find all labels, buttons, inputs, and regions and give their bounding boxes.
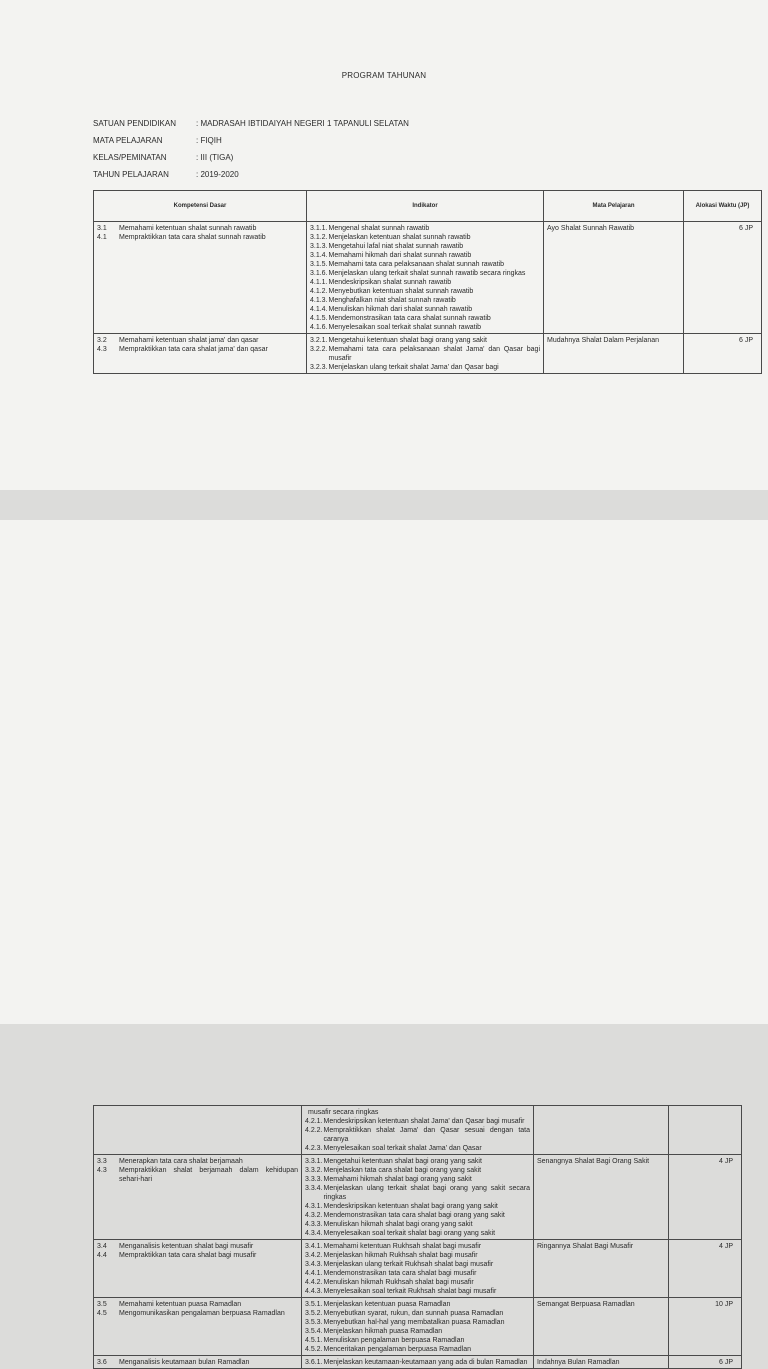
indikator-item [305, 1157, 530, 1166]
indikator-item [310, 233, 540, 242]
indikator-number: 3.4.3. [305, 1261, 323, 1268]
meta-value: : 2019-2020 [196, 170, 239, 179]
indikator-item [310, 269, 540, 278]
cell-alokasi-waktu: 4 JP [669, 1240, 742, 1298]
indikator-text: Mendemonstrasikan tata cara shalat sunnah rawatib [328, 315, 491, 322]
indikator-text: Mengetahui ketentuan shalat bagi orang yang sakit [328, 337, 487, 344]
indikator-text: Menuliskan hikmah Rukhsah shalat bagi musafir [323, 1279, 474, 1286]
indikator-number: 4.5.2. [305, 1346, 323, 1353]
indikator-item [310, 363, 540, 372]
cell-kompetensi-dasar [94, 1106, 302, 1155]
indikator-item [305, 1117, 530, 1126]
kd-item [97, 1358, 298, 1367]
indikator-text: Mendemonstrasikan tata cara shalat bagi musafir [323, 1270, 477, 1277]
cell-mata-pelajaran: Semangat Berpuasa Ramadlan [534, 1298, 669, 1356]
kd-text: Menganalisis ketentuan shalat bagi musafir [119, 1243, 254, 1250]
indikator-item [305, 1345, 530, 1354]
indikator-number: 3.3.2. [305, 1167, 323, 1174]
kd-item [97, 1242, 298, 1251]
kd-number: 3.2 [97, 337, 107, 344]
kd-item [97, 1251, 298, 1260]
kd-number: 3.6 [97, 1359, 107, 1366]
indikator-number: 4.3.2. [305, 1212, 323, 1219]
indikator-number: 3.1.6. [310, 270, 328, 277]
kd-number: 4.4 [97, 1252, 107, 1259]
meta-value: : FIQIH [196, 136, 222, 145]
indikator-text: Menjelaskan keutamaan-keutamaan yang ada di bulan Ramadlan [323, 1359, 528, 1366]
kd-item [97, 233, 303, 242]
meta-label: KELAS/PEMINATAN [93, 153, 167, 162]
indikator-item [310, 224, 540, 233]
kd-item [97, 224, 303, 233]
indikator-text: Menjelaskan ulang terkait Rukhsah shalat bagi musafir [323, 1261, 494, 1268]
header-mata-pelajaran: Mata Pelajaran [544, 191, 684, 222]
indikator-item [305, 1318, 530, 1327]
indikator-number: 4.3.4. [305, 1230, 323, 1237]
indikator-text: Memahami hikmah dari shalat sunnah rawatib [328, 252, 472, 259]
kd-text: Menganalisis keutamaan bulan Ramadlan [119, 1359, 250, 1366]
header-indikator: Indikator [307, 191, 544, 222]
indikator-item [310, 305, 540, 314]
table-row [94, 1298, 742, 1356]
indikator-item [305, 1175, 530, 1184]
table-row [94, 1356, 742, 1369]
indikator-text: Menjelaskan ulang terkait shalat bagi orang yang sakit secara ringkas [323, 1185, 530, 1201]
indikator-number: 3.1.4. [310, 252, 328, 259]
kd-text: Memahami ketentuan puasa Ramadlan [119, 1301, 242, 1308]
cell-alokasi-waktu: 6 JP [669, 1356, 742, 1369]
table-row [94, 1155, 742, 1240]
indikator-text: Menjelaskan ulang terkait shalat sunnah rawatib secara ringkas [328, 270, 526, 277]
cell-mata-pelajaran: Indahnya Bulan Ramadlan [534, 1356, 669, 1369]
kd-item [97, 1300, 298, 1309]
indikator-text: Menuliskan hikmah dari shalat sunnah rawatib [328, 306, 473, 313]
indikator-text: Mempraktikkan shalat Jama' dan Qasar sesuai dengan tata caranya [323, 1127, 530, 1143]
cell-indikator [302, 1298, 534, 1356]
indikator-number: 3.3.1. [305, 1158, 323, 1165]
indikator-item [305, 1220, 530, 1229]
indikator-text: Mendemonstrasikan tata cara shalat bagi orang yang sakit [323, 1212, 505, 1219]
indikator-item [305, 1166, 530, 1175]
indikator-item [305, 1251, 530, 1260]
indikator-number: 3.5.3. [305, 1319, 323, 1326]
kd-number: 4.3 [97, 346, 107, 353]
kd-text: Menerapkan tata cara shalat berjamaah [119, 1158, 243, 1165]
cell-indikator [302, 1155, 534, 1240]
indikator-number: 4.3.3. [305, 1221, 323, 1228]
indikator-number: 4.1.6. [310, 324, 328, 331]
indikator-item [305, 1260, 530, 1269]
indikator-number: 3.1.2. [310, 234, 328, 241]
indikator-text: Menghafalkan niat shalat sunnah rawatib [328, 297, 456, 304]
indikator-text: Menjelaskan ketentuan puasa Ramadlan [323, 1301, 451, 1308]
indikator-number: 3.5.2. [305, 1310, 323, 1317]
kd-number: 4.1 [97, 234, 107, 241]
indikator-item [305, 1327, 530, 1336]
cell-indikator [307, 222, 544, 334]
cell-kompetensi-dasar [94, 1155, 302, 1240]
indikator-item [305, 1211, 530, 1220]
indikator-text: Menyebutkan syarat, rukun, dan sunnah puasa Ramadlan [323, 1310, 504, 1317]
document-title: PROGRAM TAHUNAN [341, 71, 427, 80]
indikator-text: Menyebutkan hal-hal yang membatalkan puasa Ramadlan [323, 1319, 505, 1326]
kd-text: Mengomunikasikan pengalaman berpuasa Ramadlan [119, 1310, 285, 1317]
meta-label: MATA PELAJARAN [93, 136, 163, 145]
indikator-text: Menuliskan hikmah shalat bagi orang yang sakit [323, 1221, 473, 1228]
indikator-text: Menjelaskan hikmah puasa Ramadlan [323, 1328, 443, 1335]
table-row [94, 1240, 742, 1298]
indikator-number: 4.2.3. [305, 1145, 323, 1152]
cell-alokasi-waktu: 6 JP [684, 334, 762, 374]
document-meta [93, 119, 409, 187]
indikator-text: Mendeskripsikan ketentuan shalat bagi orang yang sakit [323, 1203, 498, 1210]
cell-mata-pelajaran: Ringannya Shalat Bagi Musafir [534, 1240, 669, 1298]
indikator-number: 4.3.1. [305, 1203, 323, 1210]
indikator-number: 3.3.3. [305, 1176, 323, 1183]
indikator-text: Memahami ketentuan Rukhsah shalat bagi musafir [323, 1243, 482, 1250]
indikator-item [310, 323, 540, 332]
kd-number: 3.3 [97, 1158, 107, 1165]
indikator-number: 4.4.3. [305, 1288, 323, 1295]
indikator-number: 4.2.2. [305, 1127, 323, 1134]
cell-alokasi-waktu: 6 JP [684, 222, 762, 334]
indikator-text: Mendeskripsikan shalat sunnah rawatib [328, 279, 452, 286]
header-kompetensi-dasar: Kompetensi Dasar [94, 191, 307, 222]
indikator-text: Mengetahui ketentuan shalat bagi orang yang sakit [323, 1158, 482, 1165]
cell-alokasi-waktu: 4 JP [669, 1155, 742, 1240]
indikator-item [310, 260, 540, 269]
indikator-item [310, 251, 540, 260]
indikator-number: 3.3.4. [305, 1185, 323, 1192]
indikator-text: Menyelesaikan soal terkait shalat bagi orang yang sakit [323, 1230, 496, 1237]
indikator-item [305, 1278, 530, 1287]
cell-indikator [307, 334, 544, 374]
indikator-number: 4.1.5. [310, 315, 328, 322]
indikator-text: Memahami hikmah shalat bagi orang yang sakit [323, 1176, 472, 1183]
indikator-number: 4.2.1. [305, 1118, 323, 1125]
meta-value: : III (TIGA) [196, 153, 234, 162]
table-row [94, 222, 762, 334]
kd-item [97, 345, 303, 354]
indikator-item [310, 314, 540, 323]
kd-text: Mempraktikkan shalat berjamaah dalam kehidupan sehari-hari [119, 1167, 298, 1183]
indikator-text: Menyebutkan ketentuan shalat sunnah rawatib [328, 288, 474, 295]
kd-number: 3.4 [97, 1243, 107, 1250]
indikator-number: 3.2.1. [310, 337, 328, 344]
kd-number: 3.5 [97, 1301, 107, 1308]
indikator-number: 4.1.3. [310, 297, 328, 304]
meta-label: TAHUN PELAJARAN [93, 170, 169, 179]
indikator-item [305, 1287, 530, 1296]
kd-text: Mempraktikkan tata cara shalat jama' dan qasar [119, 346, 268, 353]
kd-text: Memahami ketentuan shalat sunnah rawatib [119, 225, 257, 232]
indikator-text: Menyelesaikan soal terkait Rukhsah shalat bagi musafir [323, 1288, 497, 1295]
kd-text: Memahami ketentuan shalat jama' dan qasar [119, 337, 259, 344]
program-table-page-1 [93, 190, 762, 374]
table-header-row [94, 191, 762, 222]
indikator-number: 3.1.3. [310, 243, 328, 250]
table-row [94, 334, 762, 374]
indikator-text: Mengenal shalat sunnah rawatib [328, 225, 430, 232]
indikator-item [305, 1126, 530, 1144]
kd-text: Mempraktikkan tata cara shalat bagi musafir [119, 1252, 257, 1259]
table-row [94, 1106, 742, 1155]
cell-indikator [302, 1240, 534, 1298]
indikator-text: Mendeskripsikan ketentuan shalat Jama' dan Qasar bagi musafir [323, 1118, 525, 1125]
kd-item [97, 336, 303, 345]
indikator-item [305, 1300, 530, 1309]
cell-kompetensi-dasar [94, 1240, 302, 1298]
indikator-text: Menjelaskan tata cara shalat bagi orang yang sakit [323, 1167, 482, 1174]
indikator-item [310, 345, 540, 363]
document-page-2 [0, 520, 768, 1366]
indikator-number: 3.4.2. [305, 1252, 323, 1259]
indikator-number: 3.2.2. [310, 346, 328, 353]
cell-mata-pelajaran: Mudahnya Shalat Dalam Perjalanan [544, 334, 684, 374]
program-table-page-2 [93, 1105, 742, 1369]
indikator-item [310, 296, 540, 305]
indikator-item [305, 1242, 530, 1251]
indikator-text: Mengetahui lafal niat shalat sunnah rawatib [328, 243, 464, 250]
indikator-number: 3.5.4. [305, 1328, 323, 1335]
indikator-number: 3.1.1. [310, 225, 328, 232]
meta-value: : MADRASAH IBTIDAIYAH NEGERI 1 TAPANULI SELATAN [196, 119, 409, 128]
kd-item [97, 1309, 298, 1318]
indikator-text: Menyelesaikan soal terkait shalat Jama' dan Qasar [323, 1145, 482, 1152]
kd-item [97, 1166, 298, 1184]
kd-text: Mempraktikkan tata cara shalat sunnah rawatib [119, 234, 266, 241]
indikator-number: 4.5.1. [305, 1337, 323, 1344]
cell-mata-pelajaran: Ayo Shalat Sunnah Rawatib [544, 222, 684, 334]
meta-row [93, 136, 409, 153]
indikator-number: 4.4.1. [305, 1270, 323, 1277]
indikator-item [305, 1202, 530, 1211]
cell-kompetensi-dasar [94, 1298, 302, 1356]
cell-alokasi-waktu [669, 1106, 742, 1155]
indikator-number: 4.1.2. [310, 288, 328, 295]
indikator-item [310, 278, 540, 287]
kd-number: 4.5 [97, 1310, 107, 1317]
cell-indikator [302, 1106, 534, 1155]
document-page-1 [0, 0, 768, 490]
indikator-text: Menceritakan pengalaman berpuasa Ramadlan [323, 1346, 471, 1353]
meta-label: SATUAN PENDIDIKAN [93, 119, 176, 128]
cell-mata-pelajaran: Senangnya Shalat Bagi Orang Sakit [534, 1155, 669, 1240]
indikator-number: 3.4.1. [305, 1243, 323, 1250]
meta-row [93, 153, 409, 170]
header-alokasi-waktu: Alokasi Waktu (JP) [684, 191, 762, 222]
kd-number: 3.1 [97, 225, 107, 232]
indikator-number: 4.4.2. [305, 1279, 323, 1286]
indikator-item [305, 1229, 530, 1238]
indikator-text: Memahami tata cara pelaksanaan shalat Jama' dan Qasar bagi musafir [328, 346, 540, 362]
indikator-text: Menyelesaikan soal terkait shalat sunnah rawatib [328, 324, 482, 331]
indikator-number: 3.6.1. [305, 1359, 323, 1366]
indikator-continued-text: musafir secara ringkas [308, 1109, 379, 1116]
cell-kompetensi-dasar [94, 222, 307, 334]
indikator-number: 4.1.4. [310, 306, 328, 313]
meta-row [93, 119, 409, 136]
indikator-number: 3.5.1. [305, 1301, 323, 1308]
indikator-number: 3.1.5. [310, 261, 328, 268]
indikator-item [310, 336, 540, 345]
indikator-item [310, 287, 540, 296]
indikator-text: Menjelaskan hikmah Rukhsah shalat bagi musafir [323, 1252, 478, 1259]
indikator-number: 3.2.3. [310, 364, 328, 371]
meta-row [93, 170, 409, 187]
cell-alokasi-waktu: 10 JP [669, 1298, 742, 1356]
cell-indikator [302, 1356, 534, 1369]
cell-mata-pelajaran [534, 1106, 669, 1155]
indikator-text: Menuliskan pengalaman berpuasa Ramadlan [323, 1337, 465, 1344]
indikator-item [305, 1358, 530, 1367]
cell-kompetensi-dasar [94, 334, 307, 374]
indikator-text: Memahami tata cara pelaksanaan shalat sunnah rawatib [328, 261, 505, 268]
kd-number: 4.3 [97, 1167, 107, 1174]
indikator-item [305, 1269, 530, 1278]
indikator-item [310, 242, 540, 251]
indikator-text: Menjelaskan ketentuan shalat sunnah rawatib [328, 234, 471, 241]
indikator-item [305, 1184, 530, 1202]
indikator-text: Menjelaskan ulang terkait shalat Jama' dan Qasar bagi [328, 364, 499, 371]
indikator-item [305, 1144, 530, 1153]
indikator-item [305, 1336, 530, 1345]
kd-item [97, 1157, 298, 1166]
indikator-number: 4.1.1. [310, 279, 328, 286]
cell-kompetensi-dasar [94, 1356, 302, 1369]
indikator-item [305, 1309, 530, 1318]
